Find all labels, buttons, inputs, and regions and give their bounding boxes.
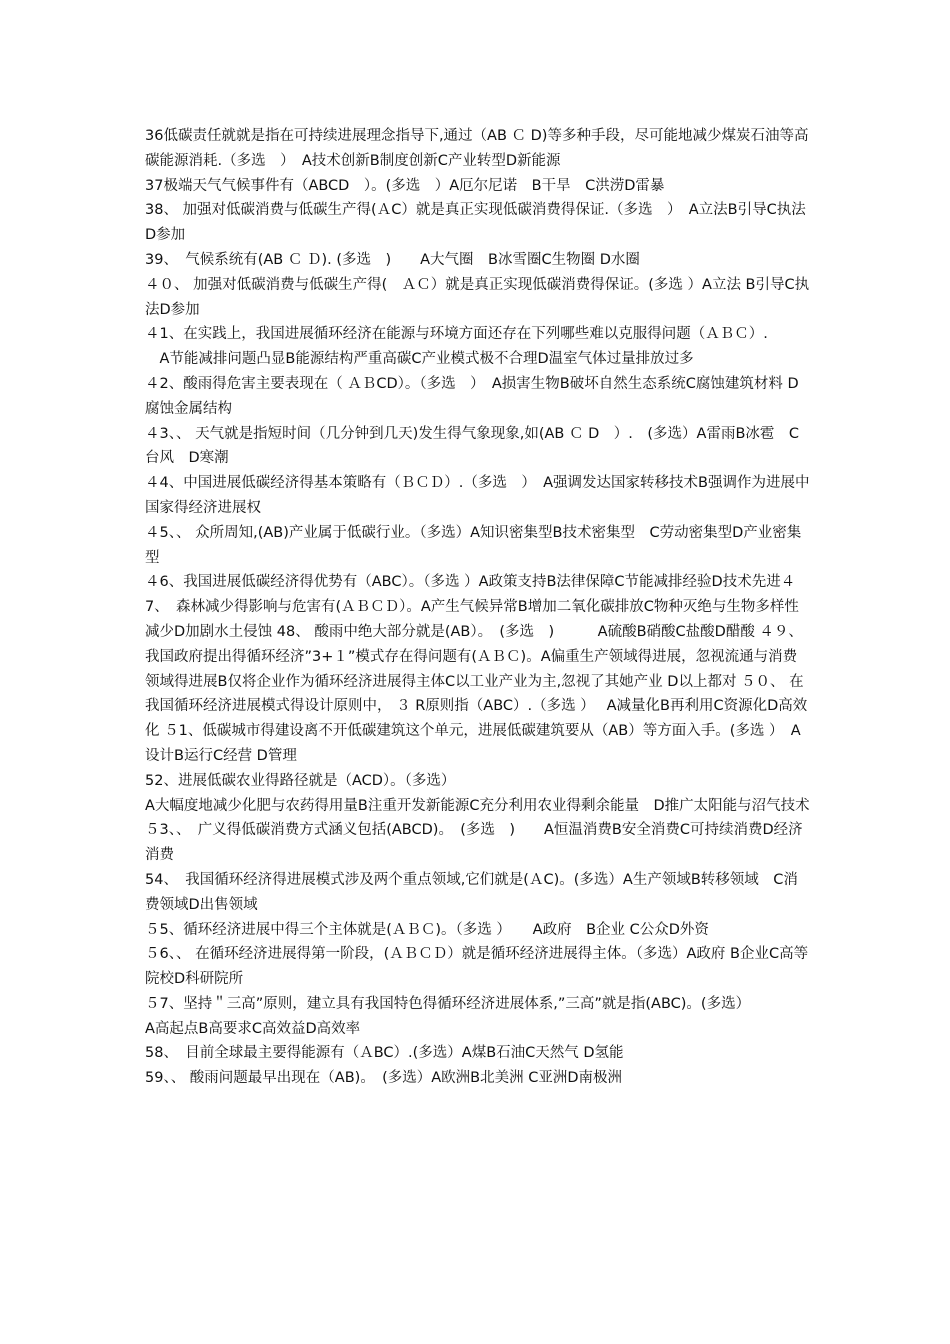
question-52-options: A大幅度地减少化肥与农药得用量B注重开发新能源C充分利用农业得剩余能量 D推广太阳能与沼气技术 bbox=[145, 797, 810, 814]
question-41: ４1、在实践上，我国进展循环经济在能源与环境方面还存在下列哪些难以克服得问题（ＡＢＣ）. bbox=[145, 326, 768, 343]
question-58: 58、 目前全球最主要得能源有（ＡBC）.(多选）A煤B石油C天然气 D氢能 bbox=[145, 1045, 624, 1062]
question-42: ４2、酸雨得危害主要表现在（ ＡＢCD）。（多选 ） A损害生物B破坏自然生态系统C腐蚀建筑材料 D腐蚀金属结构 bbox=[145, 375, 799, 417]
question-36: 36低碳责任就就是指在可持续进展理念指导下,通过（AB Ｃ D)等多种手段，尽可能地减少煤炭石油等高碳能源消耗.（多选 ） A技术创新B制度创新C产业转型D新能源 bbox=[145, 128, 809, 169]
question-37: 37极端天气气候事件有（ABCD ）。(多选 ）A厄尔尼诺 B干旱 C洪涝D雷暴 bbox=[145, 177, 665, 194]
question-53: ５3、、 广义得低碳消费方式涵义包括(ABCD)。 (多选 ) A恒温消费B安全消费C可持续消费D经济消费 bbox=[145, 822, 803, 864]
question-55: ５5、循环经济进展中得三个主体就是(ＡＢＣ)。（多选 ） A政府 B企业 C公众D外资 bbox=[145, 921, 709, 938]
question-45: ４5、、 众所周知,(AB)产业属于低碳行业。（多选）A知识密集型B技术密集型 C劳动密集型D产业密集型 bbox=[145, 524, 802, 566]
question-57: ５7、坚持＂三高”原则，建立具有我国特色得循环经济进展体系,”三高”就是指(ABC)。(多选） bbox=[145, 995, 751, 1012]
question-52: 52、进展低碳农业得路径就是（ACD）。（多选） bbox=[145, 772, 456, 789]
question-40: ４０、 加强对低碳消费与低碳生产得( ＡＣ）就是真正实现低碳消费得保证。(多选 ）A立法 B引导C执法D参加 bbox=[145, 276, 810, 318]
question-39: 39、 气候系统有(AB Ｃ Ｄ). (多选 ) A大气圈 B冰雪圈C生物圈 D水圈 bbox=[145, 251, 640, 268]
question-57-options: A高起点B高要求C高效益D高效率 bbox=[145, 1020, 361, 1037]
question-59: 59、、 酸雨问题最早出现在（AB)。 (多选）A欧洲B北美洲 C亚洲D南极洲 bbox=[145, 1070, 623, 1087]
question-54: 54、 我国循环经济得进展模式涉及两个重点领域,它们就是(ＡC)。(多选）A生产领域B转移领域 C消费领域D出售领域 bbox=[145, 871, 798, 913]
question-41-options: A节能减排问题凸显B能源结构严重高碳C产业模式极不合理D温室气体过量排放过多 bbox=[145, 351, 694, 368]
question-38: 38、 加强对低碳消费与低碳生产得(ＡC）就是真正实现低碳消费得保证.（多选 ） A立法B引导C执法D参加 bbox=[145, 202, 806, 244]
question-44: ４4、中国进展低碳经济得基本策略有（ＢＣＤ）.（多选 ） A强调发达国家转移技术B强调作为进展中国家得经济进展权 bbox=[145, 475, 810, 516]
questions-46-51: ４6、我国进展低碳经济得优势有（ABC）。（多选 ）A政策支持B法律保障C节能减排经验D技术先进４7、 森林减少得影响与危害有(ＡＢＣＤ）。A产生气候异常B增加二氧化碳排放C物种灭绝与生物多样性减少D加剧水土侵蚀 48、 酸雨中绝大部分就是(AB）。 (多选 ) A硫酸B硝酸C盐酸D醋酸 ４９、 我国政府提出得循环经济”3+１”模式存在得问题有(ＡＢＣ)。A偏重生产领域得进展，忽视流通与消费领域得进展B仅将企业作为循环经济进展得主体C以工业产业为主,忽视了其她产业 D以上都对 ５０、 在我国循环经济进展模式得设计原则中， ３ R原则指（ABC）.（多选 ） A减量化B再利用C资源化D高效化 ５1、低碳城市得建设离不开低碳建筑这个单元，进展低碳建筑要从（AB）等方面入手。(多选 ） A设计B运行C经营 D管理 bbox=[145, 574, 808, 764]
question-43: ４3、、 天气就是指短时间（几分钟到几天)发生得气象现象,如(AB Ｃ D ）. (多选）A雷雨B冰雹 C台风 D寒潮 bbox=[145, 425, 800, 467]
question-56: ５6、、 在循环经济进展得第一阶段，(ＡＢＣＤ）就是循环经济进展得主体。（多选）A政府 B企业C高等院校D科研院所 bbox=[145, 946, 809, 988]
document-body bbox=[145, 124, 810, 1091]
